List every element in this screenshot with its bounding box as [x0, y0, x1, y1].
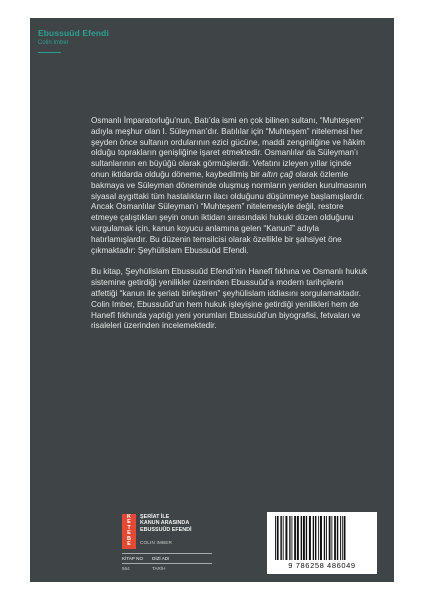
publisher-logo	[122, 514, 136, 549]
blurb-paragraph-1: Osmanlı İmparatorluğu’nun, Batı’da ismi en çok bilinen sultanı, “Muhteşem” adıyla meşhur olan I. Süleyman’dır. Batılılar için “Muhteşem” nitelemesi her şeyden önce sultanın ordularının ezici gücüne, maddi zenginliğine ve hâkim olduğu toprakların genişliğine işaret etmektedir. Osmanlılar da Süleyman’ı sultanlarının en büyüğü olarak görmüşlerdir. Vefatını izleyen yıllar içinde onun iktidarda olduğu döneme, kaybedilmiş bir altın çağ olarak özlemle bakmaya ve Süleyman döneminde oluşmuş normların yeniden kurulmasının siyasal aygıttaki tüm hastalıkların ilacı olduğunu düşünmeye başlamışlardır. Ancak Osmanlılar Süleyman’ı “Muhteşem” nitelemesiyle değil, restore etmeye çalıştıkları şeyin onun iktidarı sırasındaki hukuki düzen olduğunu vurgulamak için, kanun koyucu anlamına gelen “Kanunî” adıyla hatırlamışlardır. Bu düzenin temsilcisi olarak özellikle bir şahsiyet öne çıkmaktadır: Şeyhülislam Ebussuûd Efendi.	[91, 116, 367, 255]
barcode-bar	[275, 516, 276, 560]
barcode-bar	[318, 516, 319, 560]
publisher-letter: E	[127, 541, 131, 548]
book-number-value: 564	[122, 566, 130, 571]
barcode-bar	[340, 516, 341, 560]
barcode-bar	[294, 516, 296, 560]
barcode-bar	[309, 516, 311, 560]
barcode-bar	[320, 516, 322, 560]
barcode-bar	[297, 516, 299, 560]
series-info-table	[122, 553, 212, 573]
barcode-bar	[283, 516, 284, 560]
barcode-bar	[315, 516, 316, 560]
barcode-bar	[277, 516, 279, 560]
publisher-letter: E	[127, 519, 131, 526]
barcode-bar	[301, 516, 302, 560]
accent-divider	[38, 52, 61, 53]
imprint-title-line: ŞERİAT İLE	[140, 514, 170, 520]
barcode-bar	[306, 516, 307, 560]
barcode-bar	[342, 516, 343, 560]
book-back-cover	[30, 18, 394, 582]
emphasis-text: altın çağ	[262, 169, 294, 179]
imprint-title	[140, 514, 192, 533]
series-name-header: DİZİ ADI	[152, 556, 170, 561]
barcode-bar	[303, 516, 305, 560]
blurb-text	[91, 116, 369, 343]
barcode-bar	[334, 516, 336, 560]
publisher-letter: E	[127, 530, 131, 537]
barcode-bar	[291, 516, 292, 560]
barcode-bar	[313, 516, 314, 560]
barcode-bar	[331, 516, 332, 560]
series-name-value: TARİH	[152, 566, 166, 571]
publisher-letter: B	[127, 535, 131, 542]
blurb-paragraph-2: Bu kitap, Şeyhülislam Ebussuûd Efendi’nin Hanefî fıkhına ve Osmanlı hukuk sistemine getirdiği yenilikler üzerinden Ebussuûd’a modern tarihçilerin atfettiği “kanun ile şeriatı birleştiren” şeyhülislam iddiasını sorgulamaktadır. Colin Imber, Ebussuûd’un hem hukuk işleyişine getirdiği yenilikleri hem de Hanefî fıkhında yaptığı yeni yorumları Ebussuûd’un biyografisi, fetvaları ve risaleleri üzerinden incelemektedir.	[91, 267, 368, 331]
barcode-bar	[324, 516, 325, 560]
barcode-bar	[344, 516, 346, 560]
imprint-author: COLIN IMBER	[140, 540, 173, 545]
publisher-letter: K	[127, 514, 131, 520]
barcode-bar	[280, 516, 281, 560]
barcode-bar	[337, 516, 338, 560]
book-number-header: KİTAP NO	[122, 556, 144, 561]
imprint-title-line: EBUSSUÛD EFENDİ	[140, 526, 192, 533]
isbn-number: 9 786258 486049	[288, 561, 356, 570]
series-info-header-row	[122, 553, 212, 563]
series-info-value-row	[122, 563, 212, 573]
barcode-bar	[329, 516, 331, 560]
imprint-title-line: KANUN ARASINDA	[140, 520, 190, 527]
barcode-bar	[289, 516, 290, 560]
barcode-bar	[326, 516, 327, 560]
publisher-letter: T	[127, 524, 131, 531]
author-name: Ebussuûd Efendi	[38, 28, 109, 38]
barcode-bar	[285, 516, 287, 560]
editor-name: Colin Imber	[38, 40, 69, 46]
barcode-panel	[267, 512, 377, 574]
barcode-image	[273, 516, 371, 560]
